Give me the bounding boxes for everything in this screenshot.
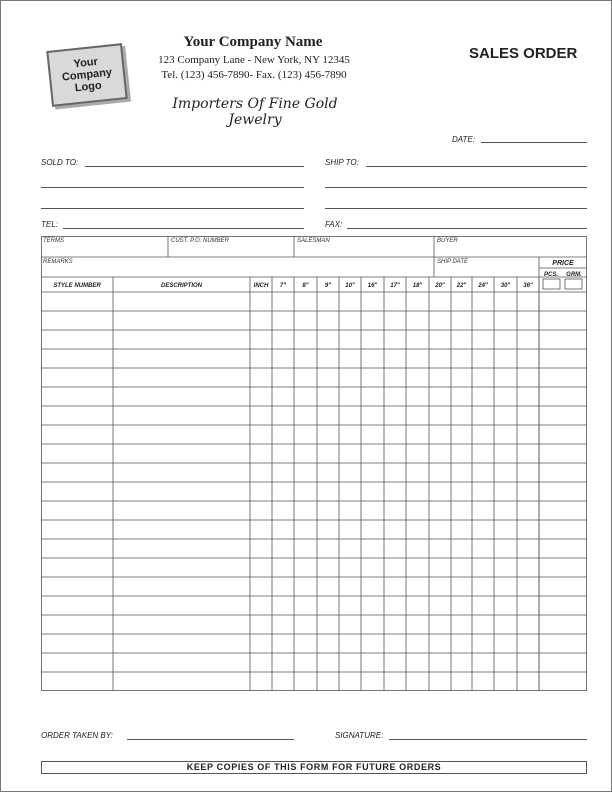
- fax-field[interactable]: [347, 228, 587, 229]
- signature-field[interactable]: [389, 739, 587, 740]
- date-label: DATE:: [452, 135, 475, 144]
- document-title: SALES ORDER: [469, 45, 578, 62]
- company-phone-fax: Tel. (123) 456-7890- Fax. (123) 456-7890: [161, 69, 347, 81]
- company-name: Your Company Name: [183, 34, 323, 50]
- column-header: STYLE NUMBER: [53, 283, 101, 289]
- sold-to-line-2[interactable]: [41, 187, 304, 188]
- company-address: 123 Company Lane - New York, NY 12345: [158, 54, 350, 66]
- price-pcs-label: PCS.: [543, 272, 559, 278]
- fax-label: FAX:: [325, 220, 343, 229]
- column-header: 24": [478, 283, 488, 289]
- cust-po-label: CUST. P.O. NUMBER: [171, 238, 230, 244]
- column-header: 17": [390, 283, 400, 289]
- tel-field[interactable]: [63, 228, 304, 229]
- sold-to-line-3[interactable]: [41, 208, 304, 209]
- company-tagline: Importers Of Fine Gold Jewelry: [172, 96, 338, 128]
- price-grm-label: GRM.: [566, 272, 582, 278]
- price-header: PRICE: [552, 260, 574, 267]
- buyer-label: BUYER: [437, 238, 458, 244]
- sold-to-label: SOLD TO:: [41, 158, 79, 167]
- column-header: DESCRIPTION: [160, 283, 203, 289]
- column-header: 16": [367, 283, 378, 289]
- ship-to-line-2[interactable]: [325, 187, 587, 188]
- ship-to-line-1[interactable]: [366, 166, 587, 167]
- ship-to-label: SHIP TO:: [325, 158, 359, 167]
- tel-label: TEL:: [41, 220, 58, 229]
- terms-label: TERMS: [43, 238, 64, 244]
- column-header: 8": [302, 283, 309, 289]
- footer-notice: KEEP COPIES OF THIS FORM FOR FUTURE ORDERS: [41, 761, 587, 774]
- column-header: 20": [435, 283, 445, 289]
- order-taken-by-label: ORDER TAKEN BY:: [41, 731, 114, 740]
- column-header: 10": [345, 283, 355, 289]
- date-field[interactable]: [481, 142, 587, 143]
- ship-date-label: SHIP DATE: [437, 259, 469, 265]
- salesman-label: SALESMAN: [297, 238, 330, 244]
- column-header: 18": [412, 283, 423, 289]
- order-table: [41, 236, 587, 691]
- signature-label: SIGNATURE:: [335, 731, 384, 740]
- column-header: 36": [523, 283, 533, 289]
- order-taken-by-field[interactable]: [127, 739, 294, 740]
- column-header: 30": [500, 283, 511, 289]
- table-border: [42, 237, 587, 691]
- column-header: INCH: [253, 283, 269, 289]
- column-header: 9": [324, 283, 332, 289]
- ship-to-line-3[interactable]: [325, 208, 587, 209]
- remarks-label: REMARKS: [43, 259, 73, 265]
- company-logo: Your Company Logo: [46, 43, 127, 107]
- sold-to-line-1[interactable]: [85, 166, 304, 167]
- column-header: 7": [279, 283, 287, 289]
- column-header: 22": [456, 283, 467, 289]
